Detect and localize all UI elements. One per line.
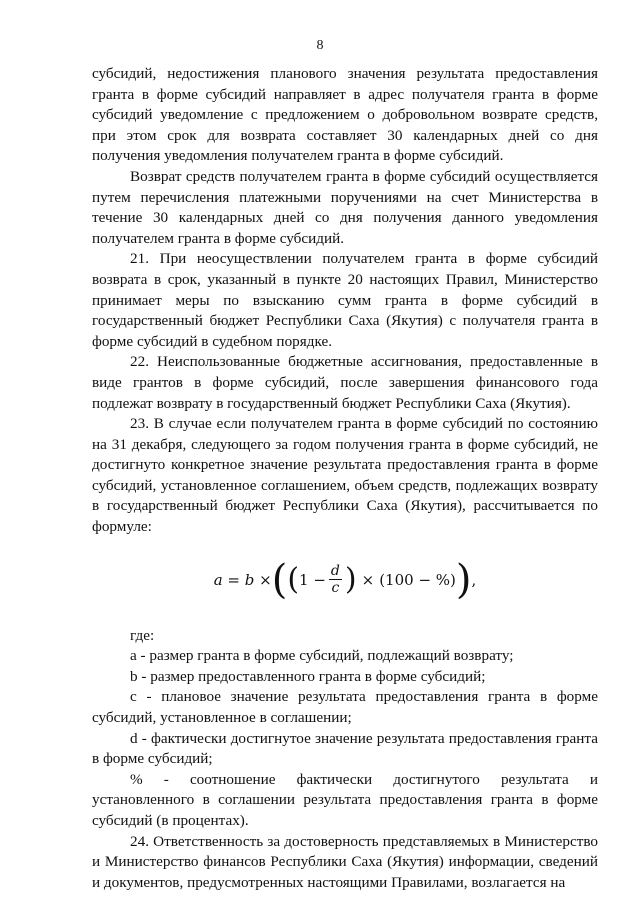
refund-formula	[92, 556, 598, 603]
paragraph-22: 22. Неиспользованные бюджетные ассигнования, предоставленные в виде грантов в форме субсидий, после завершения финансового года подлежат возврату в государственный бюджет Республики Саха (Якутия).	[92, 353, 598, 412]
paragraph-21: 21. При неосуществлении получателем гранта в форме субсидий возврата в срок, указанный в пункте 20 настоящих Правил, Министерство принимает меры по взысканию сумм гранта в форме субсидий в государственный бюджет Республики Саха (Якутия) с получателя гранта в форме субсидий в судебном порядке.	[92, 250, 598, 350]
definition-d: d - фактически достигнутое значение результата предоставления гранта в форме субсидий;	[92, 729, 598, 768]
formula-outer-open-paren: (	[271, 556, 288, 603]
formula-end: ,	[471, 570, 477, 589]
formula-fraction	[329, 563, 342, 596]
formula-one-minus: 1 −	[299, 570, 326, 589]
formula-times: ×	[361, 570, 375, 589]
document-body	[92, 64, 598, 893]
formula-inner-close-paren: )	[344, 561, 357, 597]
paragraph-24: 24. Ответственность за достоверность представляемых в Министерство и Министерство финансов Республики Саха (Якутия) информации, сведений и документов, предусмотренных настоящими Правилами, возлагается на	[92, 832, 598, 891]
page-number: 8	[316, 38, 324, 53]
formula-inner-open-paren: (	[287, 561, 300, 597]
paragraph-continuation: субсидий, недостижения планового значения результата предоставления гранта в форме субсидий направляет в адрес получателя гранта в форме субсидий уведомление с предложением о добровольном возврате средств, при этом срок для возврата составляет 30 календарных дней со дня получения уведомления получателем гранта в форме субсидий.	[92, 65, 598, 165]
paragraph-23: 23. В случае если получателем гранта в форме субсидий по состоянию на 31 декабря, следующего за годом получения гранта в форме субсидий, не достигнуто конкретное значение результата предоставления гранта в форме субсидий, установленное соглашением, объем средств, подлежащих возврату в государственный бюджет Республики Саха (Якутия), рассчитывается по формуле:	[92, 415, 598, 536]
where-label: где:	[130, 626, 155, 644]
paragraph-refund-method: Возврат средств получателем гранта в форме субсидий осуществляется путем перечисления платежными поручениями на счет Министерства в течение 30 календарных дней со дня получения данного уведомления получателем гранта в форме субсидий.	[92, 167, 598, 247]
formula-outer-close-paren: )	[455, 556, 472, 603]
definition-a: a - размер гранта в форме субсидий, подлежащий возврату;	[130, 647, 514, 665]
definition-c: c - плановое значение результата предоставления гранта в форме субсидий, установленное в соглашении;	[92, 688, 598, 727]
definition-percent: % - соотношение фактически достигнутого результата и установленного в соглашении результата предоставления гранта в форме субсидий (в процентах).	[92, 770, 598, 829]
definition-b: b - размер предоставленного гранта в форме субсидий;	[130, 667, 486, 685]
formula-lhs: a = b ×	[213, 570, 272, 589]
formula-numerator: d	[330, 563, 340, 580]
formula-tail: (100 − %)	[379, 570, 456, 589]
formula-denominator: c	[331, 580, 340, 597]
